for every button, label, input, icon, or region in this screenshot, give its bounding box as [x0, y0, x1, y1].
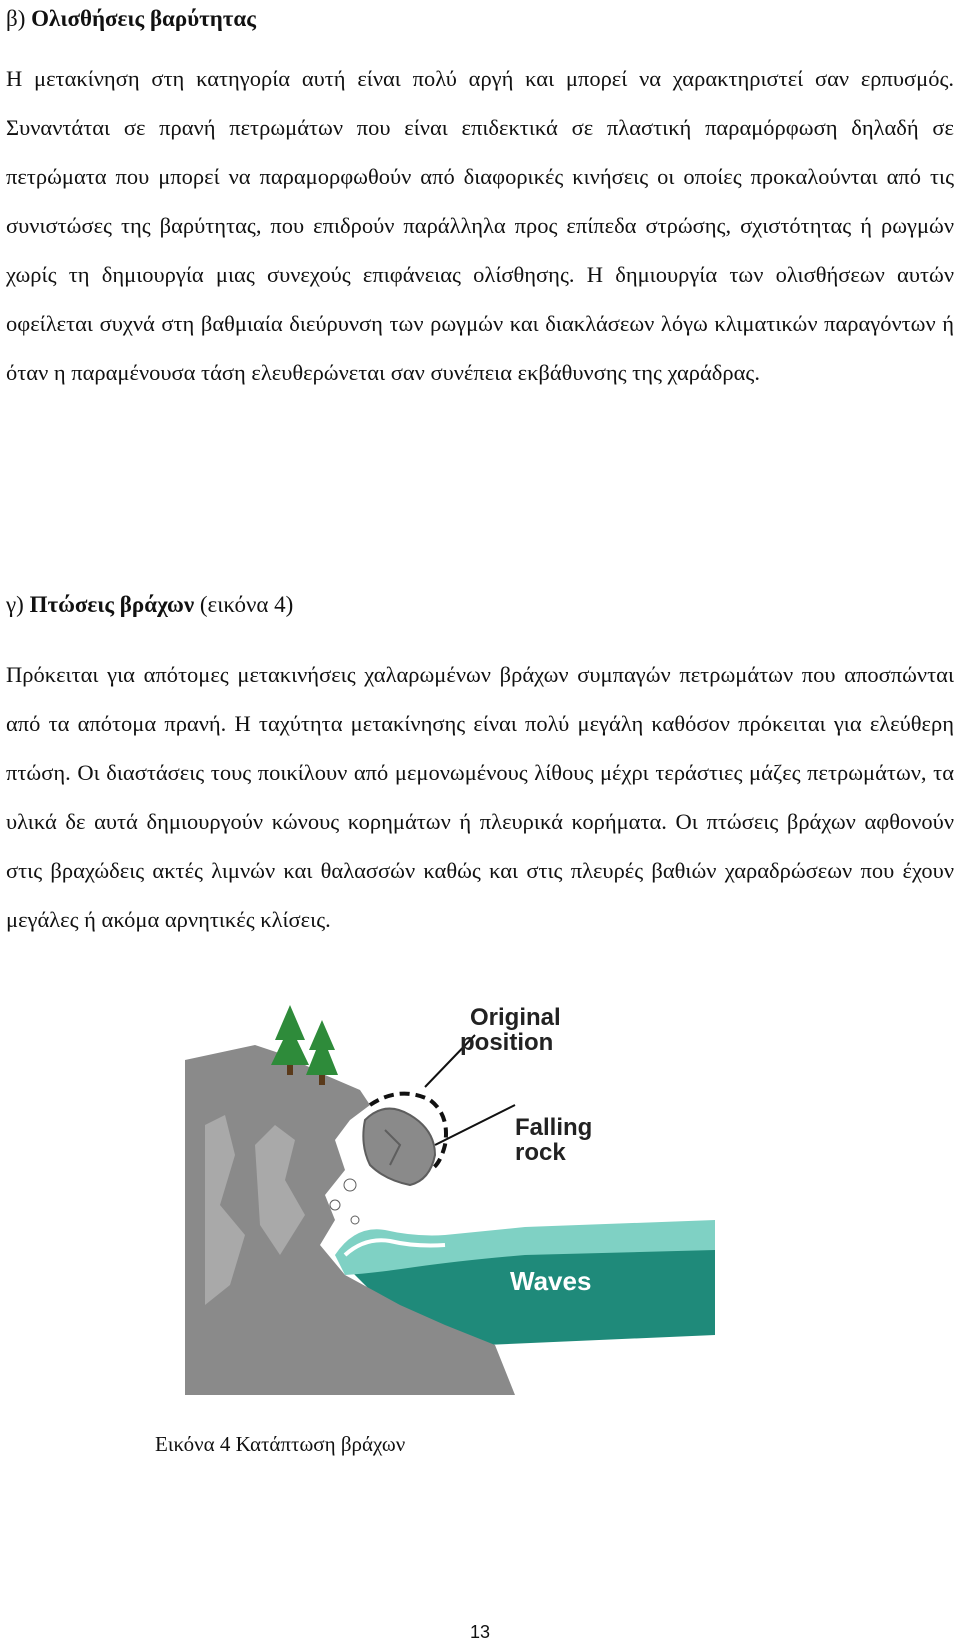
- label-original-2: position: [460, 1029, 554, 1056]
- section-c-prefix: γ): [6, 592, 24, 617]
- rockfall-illustration: [185, 1005, 715, 1395]
- label-waves: Waves: [510, 1266, 592, 1296]
- section-c-suffix: (εικόνα 4): [199, 592, 294, 617]
- figure-caption: Εικόνα 4 Κατάπτωση βράχων: [155, 1432, 406, 1456]
- section-c-heading: [6, 590, 293, 620]
- cliff: [185, 1045, 515, 1395]
- section-b-paragraph: Η μετακίνηση στη κατηγορία αυτή είναι πολύ αργή και μπορεί να χαρακτηριστεί σαν ερπυσμός. Συναντάται σε πρανή πετρωμάτων που είναι επιδεκτικά σε πλαστική παραμόρφωση δηλαδή σε πετρώματα που μπορεί να παραμορφωθούν από διαφορικές κινήσεις οι οποίες προκαλούνται από τις συνιστώσες της βαρύτητας, που επιδρούν παράλληλα προς επίπεδα στρώσης, σχιστότητας ή ρωγμών χωρίς τη δημιουργία μιας συνεχούς επιφάνειας ολίσθησης. Η δημιουργία των ολισθήσεων αυτών οφείλεται συχνά στη βαθμιαία διεύρυνση των ρωγμών και διακλάσεων λόγω κλιματικών παραγόντων ή όταν η παραμένουσα τάση ελευθερώνεται σαν συνέπεια εκβάθυνσης της χαράδρας.: [6, 66, 954, 385]
- tree-icon: [271, 1005, 309, 1075]
- section-b-heading: [6, 4, 256, 34]
- section-b-prefix: β): [6, 6, 26, 31]
- label-falling-2: rock: [515, 1139, 566, 1166]
- label-original-1: Original: [470, 1005, 561, 1031]
- label-falling-1: Falling: [515, 1114, 593, 1141]
- section-c-paragraph: Πρόκειται για απότομες μετακινήσεις χαλαρωμένων βράχων συμπαγών πετρωμάτων που αποσπώνται από τα απότομα πρανή. Η ταχύτητα μετακίνησης είναι πολύ μεγάλη καθόσον πρόκειται για ελεύθερη πτώση. Οι διαστάσεις τους ποικίλουν από μεμονωμένους λίθους μέχρι τεράστιες μάζες πετρωμάτων, τα υλικά δε αυτά δημιουργούν κώνους κορημάτων ή πλευρικά κορήματα. Οι πτώσεις βράχων αφθονούν στις βραχώδεις ακτές λιμνών και θαλασσών καθώς και στις πλευρές βαθιών χαραδρώσεων που έχουν μεγάλες ή ακόμα αρνητικές κλίσεις.: [6, 662, 954, 932]
- section-b-title: Ολισθήσεις βαρύτητας: [31, 6, 256, 31]
- page-number: 13: [469, 1622, 491, 1642]
- section-c-title: Πτώσεις βράχων: [29, 592, 195, 617]
